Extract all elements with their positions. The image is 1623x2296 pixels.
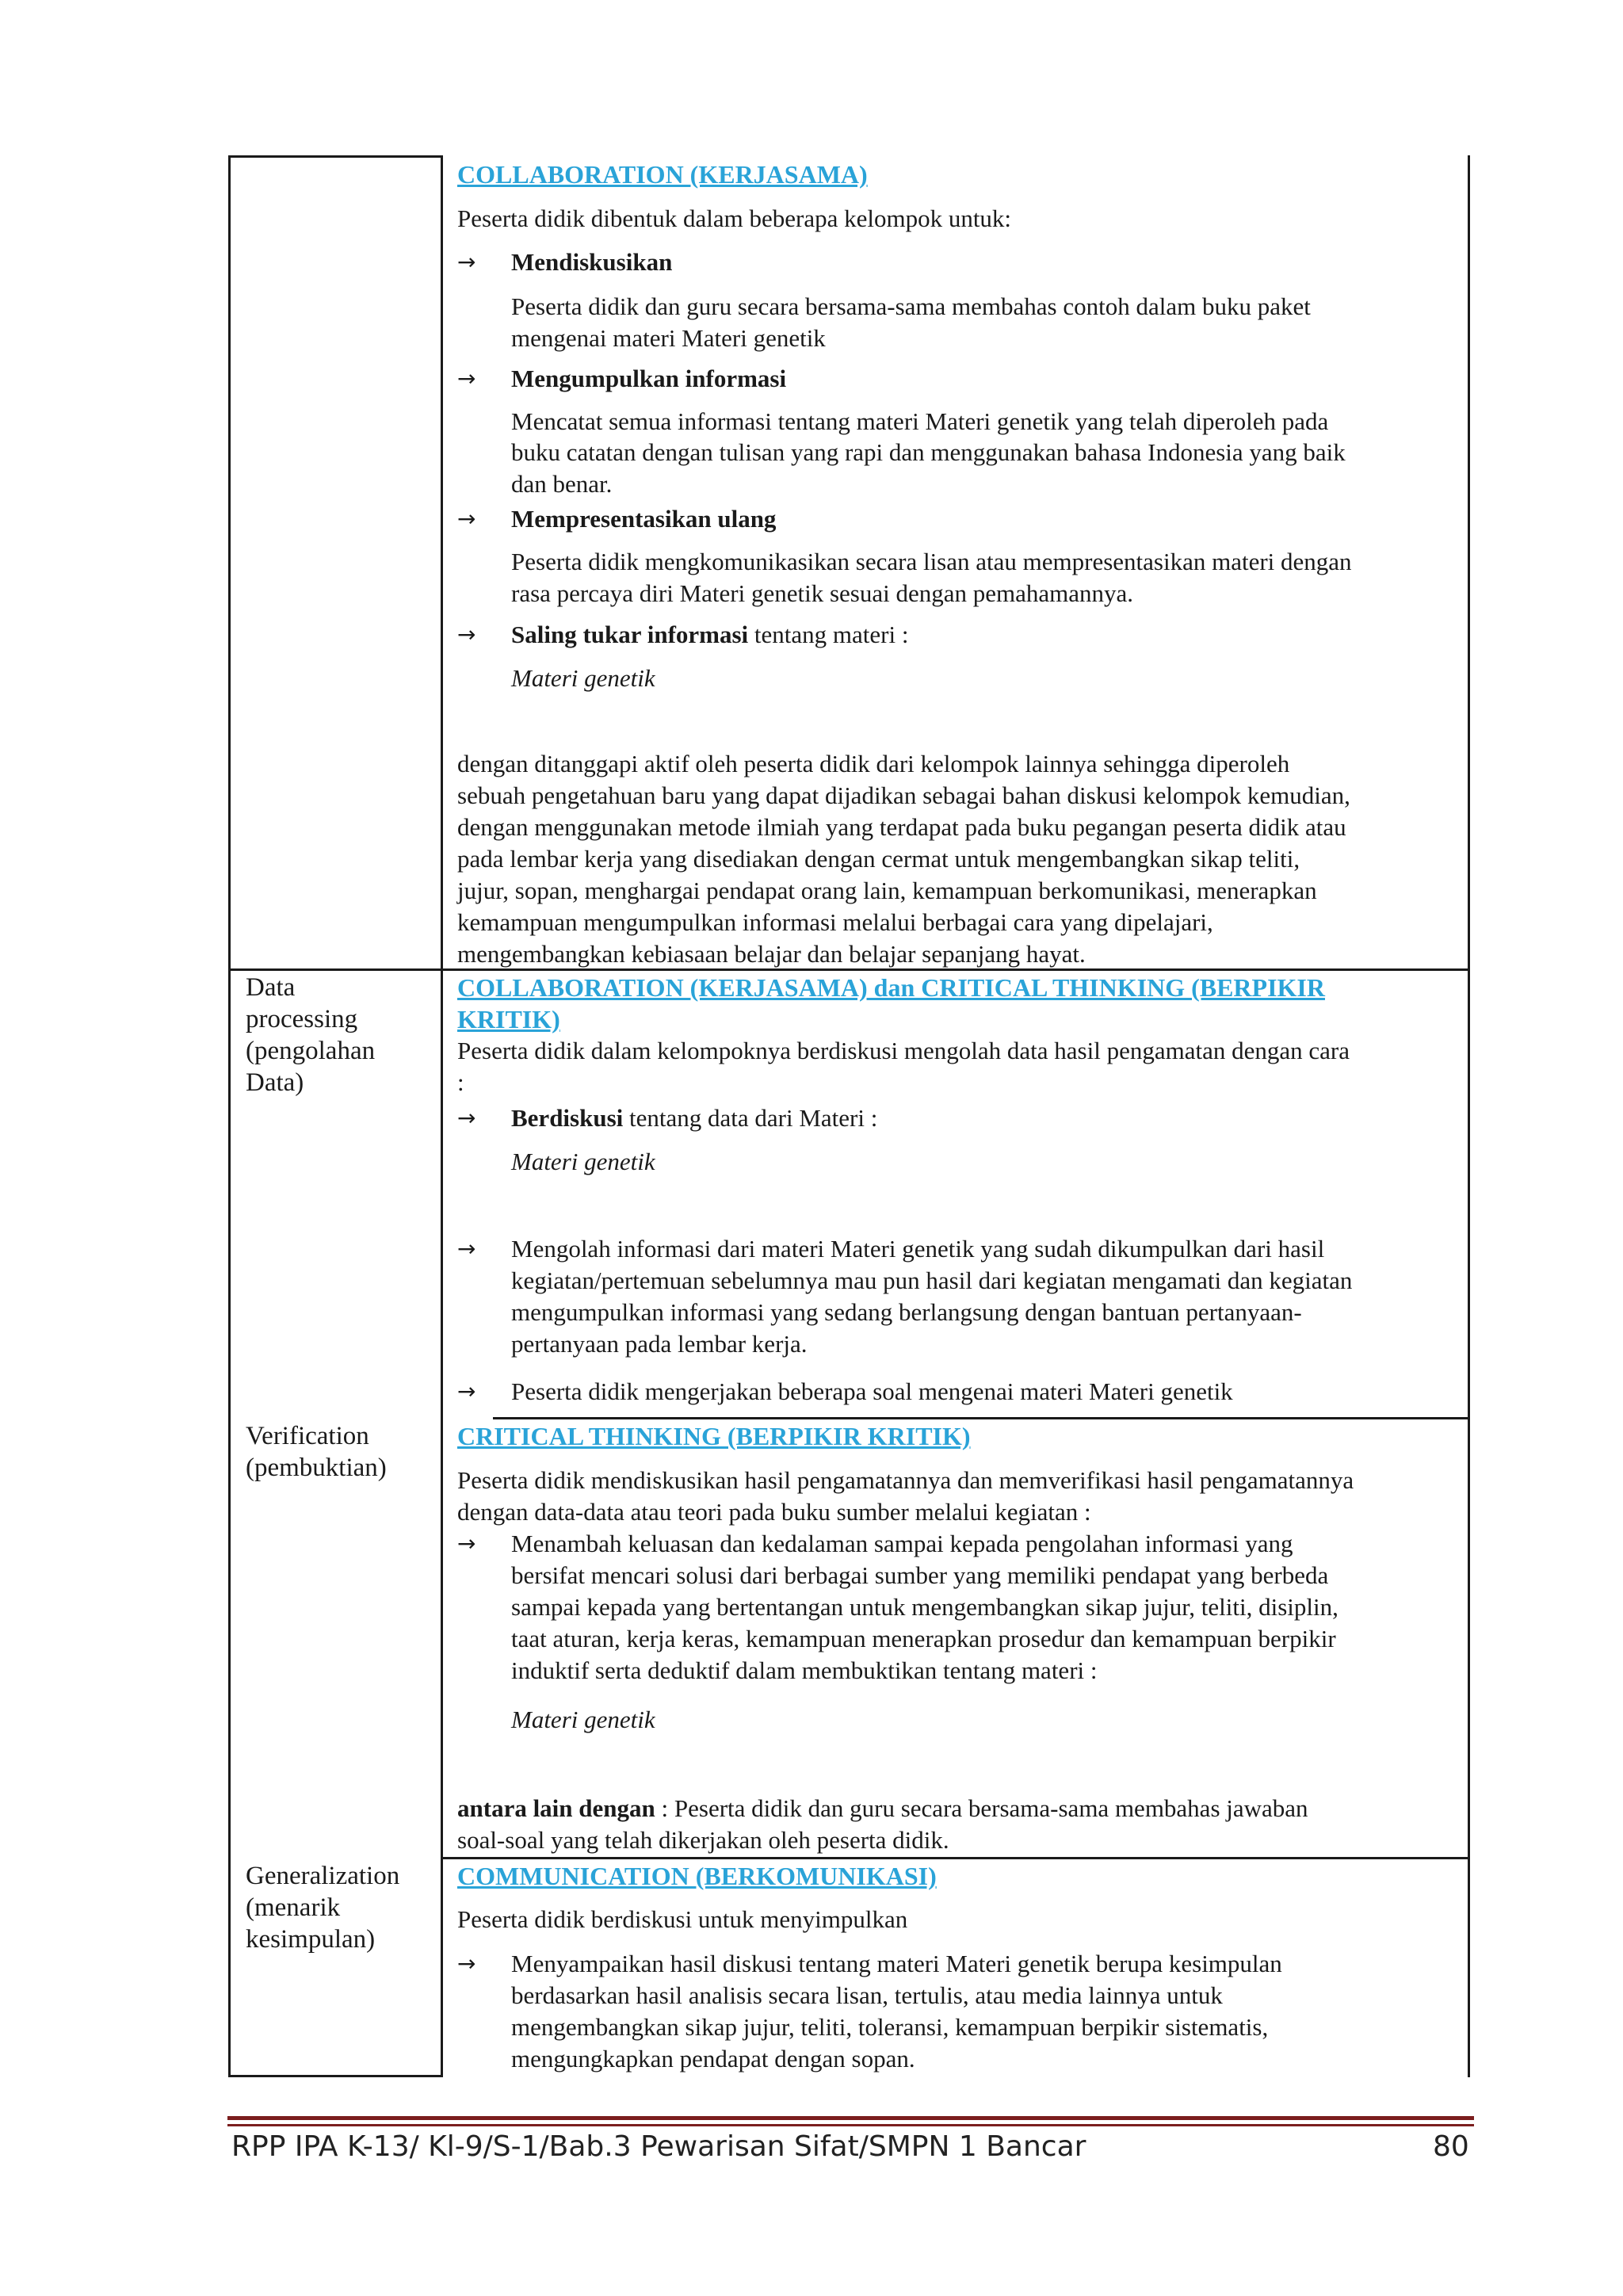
intro-line: dengan data-data atau teori pada buku sumber melalui kegiatan : xyxy=(457,1498,1091,1526)
item-title: Mengumpulkan informasi xyxy=(511,365,787,392)
item-text-line: Peserta didik dan guru secara bersama-sama membahas contoh dalam buku paket xyxy=(511,292,1311,320)
item-line: mengembangkan sikap jujur, teliti, toleransi, kemampuan berpikir sistematis, xyxy=(511,2013,1269,2041)
item-text-line: rasa percaya diri Materi genetik sesuai dengan pemahamannya. xyxy=(511,579,1133,607)
closing-line: pada lembar kerja yang disediakan dengan cermat untuk mengembangkan sikap teliti, xyxy=(457,845,1300,873)
closing-line: dengan menggunakan metode ilmiah yang terdapat pada buku pegangan peserta didik atau xyxy=(457,813,1346,841)
topic-italic: Materi genetik xyxy=(511,1706,655,1733)
item-line: Menambah keluasan dan kedalaman sampai kepada pengolahan informasi yang xyxy=(511,1530,1293,1557)
generalization-intro: Peserta didik berdiskusi untuk menyimpulkan xyxy=(457,1905,908,1933)
item-text-line: dan benar. xyxy=(511,470,613,498)
intro-line: Peserta didik dalam kelompoknya berdiskusi mengolah data hasil pengamatan dengan cara xyxy=(457,1037,1350,1064)
verification-heading: CRITICAL THINKING (BERPIKIR KRITIK) xyxy=(457,1422,971,1450)
topic-italic: Materi genetik xyxy=(511,1148,655,1175)
footer-rule-thin xyxy=(227,2124,1474,2126)
item-line: mengungkapkan pendapat dengan sopan. xyxy=(511,2045,915,2073)
item-rest: tentang materi : xyxy=(748,621,909,648)
verification-closing xyxy=(457,1793,1456,1856)
item-line: bersifat mencari solusi dari berbagai sumber yang memiliki pendapat yang berbeda xyxy=(511,1561,1329,1589)
verification-intro xyxy=(457,1465,1456,1528)
arrow-icon: → xyxy=(457,1530,476,1557)
item-title: Mendiskusikan xyxy=(511,248,673,276)
label-line: (menarik xyxy=(246,1893,341,1922)
step-label-data-processing xyxy=(246,972,436,1098)
item-text xyxy=(511,619,1454,651)
row-divider-2 xyxy=(493,1417,1470,1419)
step-label-verification xyxy=(246,1420,436,1484)
table-left-border xyxy=(228,155,231,2077)
arrow-icon: → xyxy=(457,1236,476,1262)
label-line: (pengolahan xyxy=(246,1037,376,1065)
data-processing-heading xyxy=(457,972,1456,1035)
arrow-icon: → xyxy=(457,1105,476,1131)
item-line: kegiatan/pertemuan sebelumnya mau pun hasil dari kegiatan mengamati dan kegiatan xyxy=(511,1266,1353,1294)
table-top-left-border xyxy=(228,155,443,158)
heading-line: COLLABORATION (KERJASAMA) dan CRITICAL THINKING (BERPIKIR xyxy=(457,973,1325,1002)
intro-line: : xyxy=(457,1068,464,1096)
heading-line: KRITIK) xyxy=(457,1005,560,1033)
item-line: Menyampaikan hasil diskusi tentang materi Materi genetik berupa kesimpulan xyxy=(511,1950,1282,1977)
table-bottom-left-border xyxy=(228,2075,443,2077)
item-line: induktif serta deduktif dalam membuktikan tentang materi : xyxy=(511,1656,1098,1684)
item-line: sampai kepada yang bertentangan untuk mengembangkan sikap jujur, teliti, disiplin, xyxy=(511,1593,1338,1621)
row-divider-3 xyxy=(441,1857,1470,1859)
item-text xyxy=(511,1948,1454,2075)
intro-line: Peserta didik mendiskusikan hasil pengamatannya dan memverifikasi hasil pengamatannya xyxy=(457,1466,1354,1494)
label-line: processing xyxy=(246,1005,358,1033)
arrow-icon: → xyxy=(457,506,476,532)
collaboration-closing xyxy=(457,748,1456,970)
label-line: Verification xyxy=(246,1422,369,1450)
item-title: Saling tukar informasi xyxy=(511,621,749,648)
arrow-icon: → xyxy=(457,249,476,275)
item-text-line: Peserta didik mengkomunikasikan secara lisan atau mempresentasikan materi dengan xyxy=(511,548,1352,575)
item-rest: tentang data dari Materi : xyxy=(623,1104,878,1132)
table-right-border xyxy=(1468,155,1470,2077)
item-text-line: buku catatan dengan tulisan yang rapi dan menggunakan bahasa Indonesia yang baik xyxy=(511,438,1346,466)
topic-italic: Materi genetik xyxy=(511,664,655,692)
item-line: berdasarkan hasil analisis secara lisan, tertulis, atau media lainnya untuk xyxy=(511,1981,1223,2009)
arrow-icon: → xyxy=(457,1950,476,1977)
item-text xyxy=(511,1233,1454,1360)
arrow-icon: → xyxy=(457,365,476,392)
closing-line: dengan ditanggapi aktif oleh peserta didik dari kelompok lainnya sehingga diperoleh xyxy=(457,750,1290,777)
closing-line: mengembangkan kebiasaan belajar dan belajar sepanjang hayat. xyxy=(457,940,1086,968)
item-line: pertanyaan pada lembar kerja. xyxy=(511,1330,808,1358)
arrow-icon: → xyxy=(457,1378,476,1404)
label-line: Data) xyxy=(246,1068,304,1097)
item-line: Mengolah informasi dari materi Materi genetik yang sudah dikumpulkan dari hasil xyxy=(511,1235,1325,1263)
label-line: Generalization xyxy=(246,1862,400,1890)
closing-line: sebuah pengetahuan baru yang dapat dijadikan sebagai bahan diskusi kelompok kemudian, xyxy=(457,781,1350,809)
table-column-divider xyxy=(441,155,443,2077)
item-title: Mempresentasikan ulang xyxy=(511,505,777,533)
item-text-line: Mencatat semua informasi tentang materi Materi genetik yang telah diperoleh pada xyxy=(511,407,1329,435)
item-line: mengumpulkan informasi yang sedang berlangsung dengan bantuan pertanyaan- xyxy=(511,1298,1302,1326)
item-text-line: mengenai materi Materi genetik xyxy=(511,324,826,352)
item-text xyxy=(511,1102,1454,1134)
closing-bold: antara lain dengan xyxy=(457,1794,655,1822)
item-text: Peserta didik mengerjakan beberapa soal mengenai materi Materi genetik xyxy=(511,1377,1233,1405)
footer-title: RPP IPA K-13/ Kl-9/S-1/Bab.3 Pewarisan Sifat/SMPN 1 Bancar xyxy=(231,2130,1086,2163)
label-line: (pembuktian) xyxy=(246,1454,387,1482)
footer-rule xyxy=(227,2116,1474,2120)
label-line: kesimpulan) xyxy=(246,1925,376,1954)
item-text xyxy=(511,1528,1454,1687)
closing-line: soal-soal yang telah dikerjakan oleh peserta didik. xyxy=(457,1826,949,1854)
closing-rest: : Peserta didik dan guru secara bersama-sama membahas jawaban xyxy=(655,1794,1308,1822)
generalization-heading: COMMUNICATION (BERKOMUNIKASI) xyxy=(457,1862,937,1890)
collaboration-intro: Peserta didik dibentuk dalam beberapa kelompok untuk: xyxy=(457,204,1012,232)
step-label-generalization xyxy=(246,1860,436,1955)
closing-line xyxy=(457,1793,1456,1824)
closing-line: jujur, sopan, menghargai pendapat orang lain, kemampuan berkomunikasi, menerapkan xyxy=(457,877,1317,904)
page-number: 80 xyxy=(1433,2130,1469,2163)
item-line: taat aturan, kerja keras, kemampuan menerapkan prosedur dan kemampuan berpikir xyxy=(511,1625,1336,1652)
collaboration-heading: COLLABORATION (KERJASAMA) xyxy=(457,160,868,189)
closing-line: kemampuan mengumpulkan informasi melalui berbagai cara yang dipelajari, xyxy=(457,908,1213,936)
label-line: Data xyxy=(246,973,296,1002)
arrow-icon: → xyxy=(457,621,476,648)
item-title: Berdiskusi xyxy=(511,1104,624,1132)
data-processing-intro xyxy=(457,1035,1456,1098)
